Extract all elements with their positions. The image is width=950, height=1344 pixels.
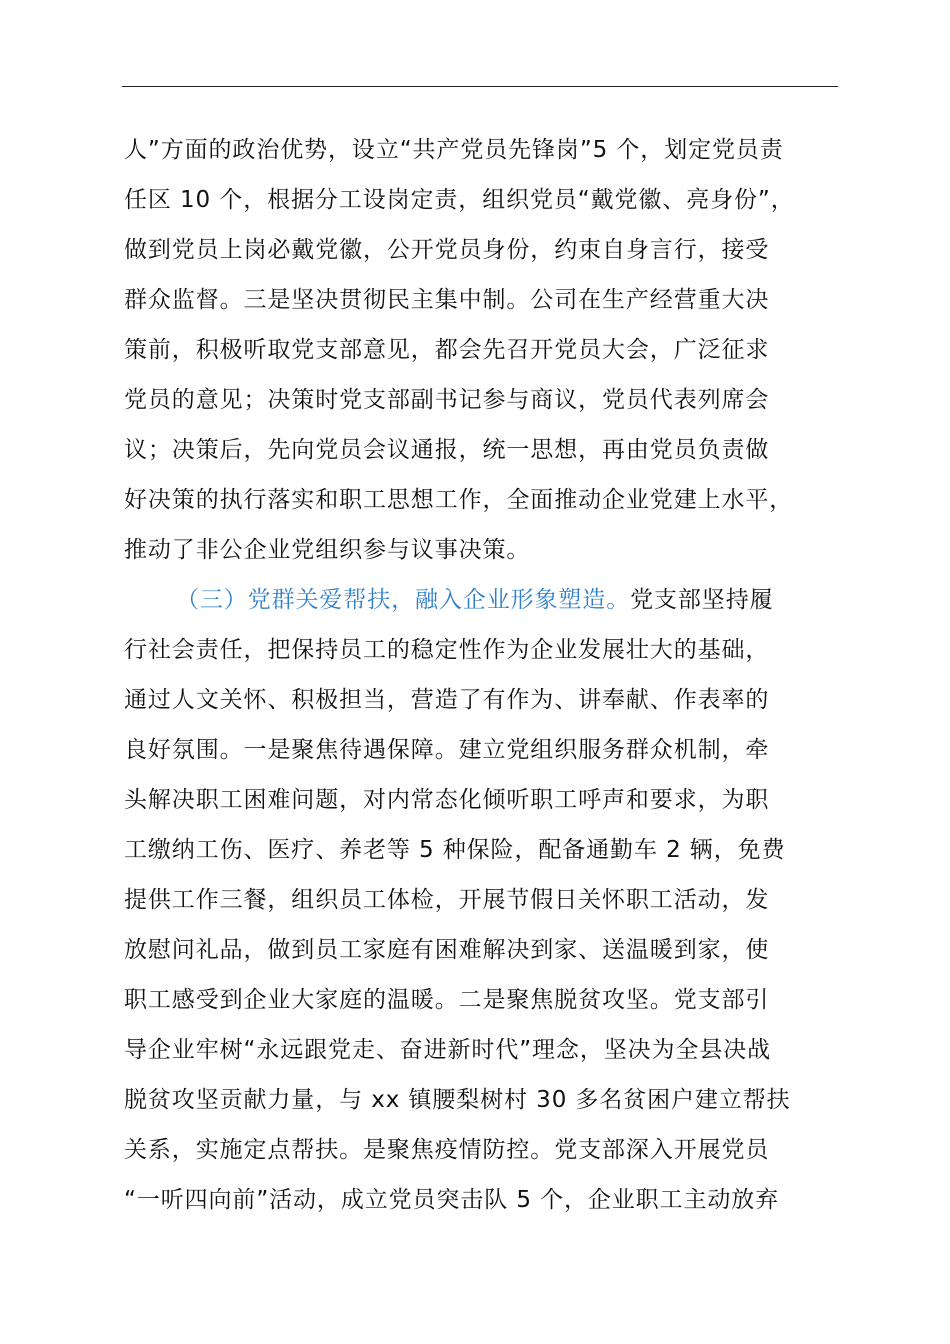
paragraph-line: 提供工作三餐，组织员工体检，开展节假日关怀职工活动，发: [124, 887, 770, 913]
paragraph-line: 放慰问礼品，做到员工家庭有困难解决到家、送温暖到家，使: [124, 937, 770, 963]
paragraph-line: 工缴纳工伤、医疗、养老等 5 种保险，配备通勤车 2 辆，免费: [124, 837, 786, 863]
paragraph-line: 群众监督。三是坚决贯彻民主集中制。公司在生产经营重大决: [124, 287, 770, 313]
paragraph-line: 脱贫攻坚贡献力量，与 xx 镇腰梨树村 30 多名贫困户建立帮扶: [124, 1087, 791, 1113]
paragraph-line: 职工感受到企业大家庭的温暖。二是聚焦脱贫攻坚。党支部引: [124, 987, 770, 1013]
paragraph-line: 好决策的执行落实和职工思想工作，全面推动企业党建上水平，: [124, 487, 794, 513]
section-heading: （三）党群关爱帮扶，融入企业形象塑造。: [176, 587, 631, 613]
section-first-line: [124, 578, 860, 628]
section-first-line-text: 党支部坚持履: [630, 587, 774, 613]
header-rule: [122, 86, 838, 87]
paragraph-line: “一听四向前”活动，成立党员突击队 5 个，企业职工主动放弃: [124, 1187, 780, 1213]
paragraph-line: 导企业牢树“永远跟党走、奋进新时代”理念，坚决为全县决战: [124, 1037, 772, 1063]
paragraph-line: 议；决策后，先向党员会议通报，统一思想，再由党员负责做: [124, 437, 770, 463]
paragraph-line: 人”方面的政治优势，设立“共产党员先锋岗”5 个，划定党员责: [124, 137, 784, 163]
paragraph-line: 关系，实施定点帮扶。是聚焦疫情防控。党支部深入开展党员: [124, 1137, 770, 1163]
paragraph-line: 良好氛围。一是聚焦待遇保障。建立党组织服务群众机制，牵: [124, 737, 770, 763]
paragraph-line: 推动了非公企业党组织参与议事决策。: [124, 537, 531, 563]
paragraph-line: 任区 10 个，根据分工设岗定责，组织党员“戴党徽、亮身份”，: [124, 187, 795, 213]
paragraph-line: 策前，积极听取党支部意见，都会先召开党员大会，广泛征求: [124, 337, 770, 363]
paragraph-line: 行社会责任，把保持员工的稳定性作为企业发展壮大的基础，: [124, 637, 770, 663]
paragraph-line: 头解决职工困难问题，对内常态化倾听职工呼声和要求，为职: [124, 787, 770, 813]
document-body: [124, 128, 860, 1228]
paragraph-line: 做到党员上岗必戴党徽，公开党员身份，约束自身言行，接受: [124, 237, 770, 263]
paragraph-line: 通过人文关怀、积极担当，营造了有作为、讲奉献、作表率的: [124, 687, 770, 713]
paragraph-line: 党员的意见；决策时党支部副书记参与商议，党员代表列席会: [124, 387, 770, 413]
